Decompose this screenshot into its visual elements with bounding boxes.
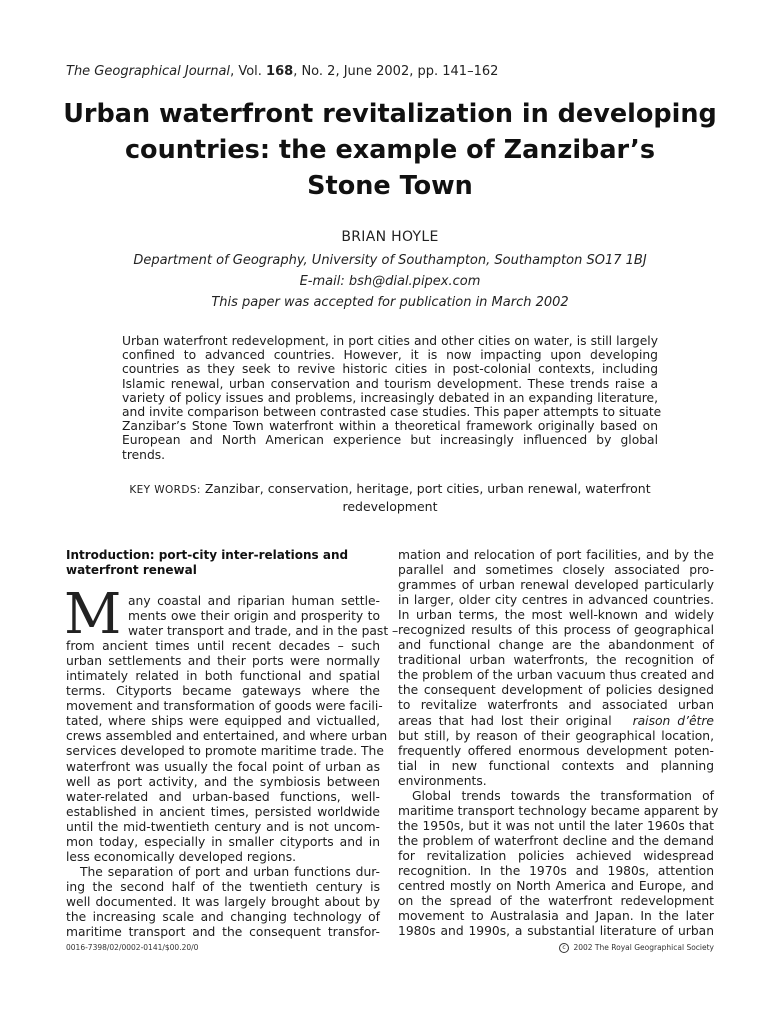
body-line: services developed to promote maritime trade. The [66, 744, 384, 759]
body-line: In urban terms, the most well-known and widely [398, 608, 714, 623]
abstract-line: European and North American experience but increasingly influenced by global [122, 433, 658, 448]
body-line: 1980s and 1990s, a substantial literature of urban [398, 924, 714, 939]
journal-citation [66, 64, 498, 79]
title-line-2: countries: the example of Zanzibar’s [124, 135, 656, 165]
title-line-1: Urban waterfront revitalization in developing [63, 99, 717, 129]
copyright-text: 2002 The Royal Geographical Society [573, 943, 714, 952]
body-line: maritime transport and the consequent transfor- [66, 925, 380, 940]
body-line: ing the second half of the twentieth century is [66, 879, 380, 894]
citation-details: , No. 2, June 2002, pp. 141–162 [293, 64, 499, 79]
body-line: terms. Cityports became gateways where the [66, 684, 380, 699]
body-line: the problem of the urban vacuum thus created and [398, 668, 715, 683]
body-line: frequently offered enormous development poten- [398, 743, 714, 758]
author-name: BRIAN HOYLE [341, 229, 439, 245]
affiliation-department: Department of Geography, University of Southampton, Southampton SO17 1BJ [133, 253, 647, 268]
acceptance-note: This paper was accepted for publication in March 2002 [211, 295, 569, 310]
body-line: well as port activity, and the symbiosis between [66, 774, 380, 789]
body-line-raison [398, 714, 714, 729]
intro-paragraph [64, 582, 399, 865]
body-line: water transport and trade, and in the past – [128, 624, 399, 639]
body-line: urban settlements and their ports were normally [66, 654, 380, 669]
abstract-line: confined to advanced countries. However, it is now impacting upon developing [122, 348, 658, 363]
affiliation-email: E-mail: bsh@dial.pipex.com [299, 274, 481, 289]
volume-number: 168 [266, 64, 294, 79]
title-line-3: Stone Town [307, 171, 473, 201]
body-line: recognized results of this process of geographical [398, 623, 714, 638]
abstract-line: Urban waterfront redevelopment, in port cities and other cities on water, is still largely [122, 334, 658, 348]
raison-detre: raison d’être [632, 713, 714, 728]
abstract-line: Zanzibar’s Stone Town waterfront within a theoretical framework originally based on [122, 419, 658, 434]
body-line: from ancient times until recent decades – such [66, 639, 380, 654]
body-line: water-related and urban-based functions, well- [66, 789, 380, 804]
abstract-line: trends. [122, 447, 166, 462]
global-trends-paragraph [398, 788, 719, 939]
body-line: Global trends towards the transformation of [412, 788, 714, 803]
body-line: grammes of urban renewal developed particularly [398, 578, 714, 593]
body-line: less economically developed regions. [66, 849, 297, 864]
body-line: the consequent development of policies designed [398, 683, 714, 698]
body-line: any coastal and riparian human settle- [128, 594, 380, 608]
abstract-line: variety of policy issues and problems, increasingly debated in an expanding literature, [122, 390, 658, 405]
body-line: movement and transformation of goods were facili- [66, 699, 383, 714]
body-line: environments. [398, 773, 487, 788]
copyright-icon: c [559, 943, 569, 953]
body-line: traditional urban waterfronts, the recognition of [398, 653, 714, 668]
body-line: parallel and sometimes closely associated pro- [398, 563, 714, 578]
abstract-line: countries as they seek to revive historic cities in post-colonial contexts, including [122, 362, 658, 377]
body-line: crews assembled and entertained, and where urban [66, 729, 388, 744]
section-heading-line: waterfront renewal [66, 563, 197, 577]
left-column [64, 548, 399, 940]
body-line: on the spread of the waterfront redevelopment [398, 894, 714, 909]
body-line: centred mostly on North America and Europe, and [398, 879, 714, 894]
separation-paragraph [66, 865, 380, 940]
body-line: movement to Australasia and Japan. In the later [398, 909, 714, 924]
body-line: ments owe their origin and prosperity to [128, 609, 380, 624]
copyright-notice [559, 943, 714, 953]
affiliation [0, 250, 768, 313]
abstract-line: Islamic renewal, urban conservation and tourism development. These trends raise a [122, 376, 658, 391]
body-line: the increasing scale and changing technology of [66, 909, 380, 924]
relocation-paragraph [398, 548, 714, 789]
body-line: intimately related in both functional and spatial [66, 669, 380, 684]
body-line: tial in new functional contexts and planning [398, 758, 714, 773]
body-line: in larger, older city centres in advanced countries. [398, 593, 714, 608]
body-line: established in ancient times, persisted worldwide [66, 804, 380, 819]
body-line: tated, where ships were equipped and victualled, [66, 714, 380, 729]
drop-cap: M [64, 582, 122, 647]
volume-prefix: , Vol. [230, 64, 267, 79]
body-text: areas that had lost their original [398, 713, 612, 728]
body-line: for revitalization policies achieved widespread [398, 848, 714, 863]
body-line: recognition. In the 1970s and 1980s, attention [398, 863, 714, 878]
keywords-list-cont: redevelopment [342, 498, 438, 514]
keywords [100, 481, 680, 514]
body-line: until the mid-twentieth century and is not uncom- [66, 819, 380, 834]
section-heading [66, 548, 380, 578]
body-line: the problem of waterfront decline and the demand [398, 833, 714, 848]
body-line: mation and relocation of port facilities, and by the [398, 548, 714, 562]
abstract-line: and invite comparison between contrasted case studies. This paper attempts to situate [122, 405, 662, 420]
section-heading-line: Introduction: port-city inter-relations and [66, 548, 349, 562]
body-line: maritime transport technology became apparent by [398, 803, 719, 818]
right-column [398, 548, 719, 939]
body-line: and functional change are the abandonment of [398, 638, 714, 653]
body-line: to revitalize waterfronts and associated urban [398, 698, 714, 713]
keywords-label: KEY WORDS: [129, 484, 201, 496]
body-line: but still, by reason of their geographical location, [398, 728, 714, 743]
paper-title [60, 96, 720, 204]
body-line: mon today, especially in smaller cityports and in [66, 834, 380, 849]
body-line: well documented. It was largely brought about by [66, 894, 380, 909]
journal-name: The Geographical Journal [66, 64, 231, 79]
body-line: the 1950s, but it was not until the later 1960s that [398, 818, 714, 833]
issn-code: 0016-7398/02/0002-0141/$00.20/0 [66, 943, 199, 952]
abstract [122, 334, 662, 462]
body-line: waterfront was usually the focal point of urban as [66, 759, 380, 774]
body-line: The separation of port and urban functions dur- [80, 864, 380, 879]
keywords-list: Zanzibar, conservation, heritage, port cities, urban renewal, waterfront [204, 481, 651, 496]
